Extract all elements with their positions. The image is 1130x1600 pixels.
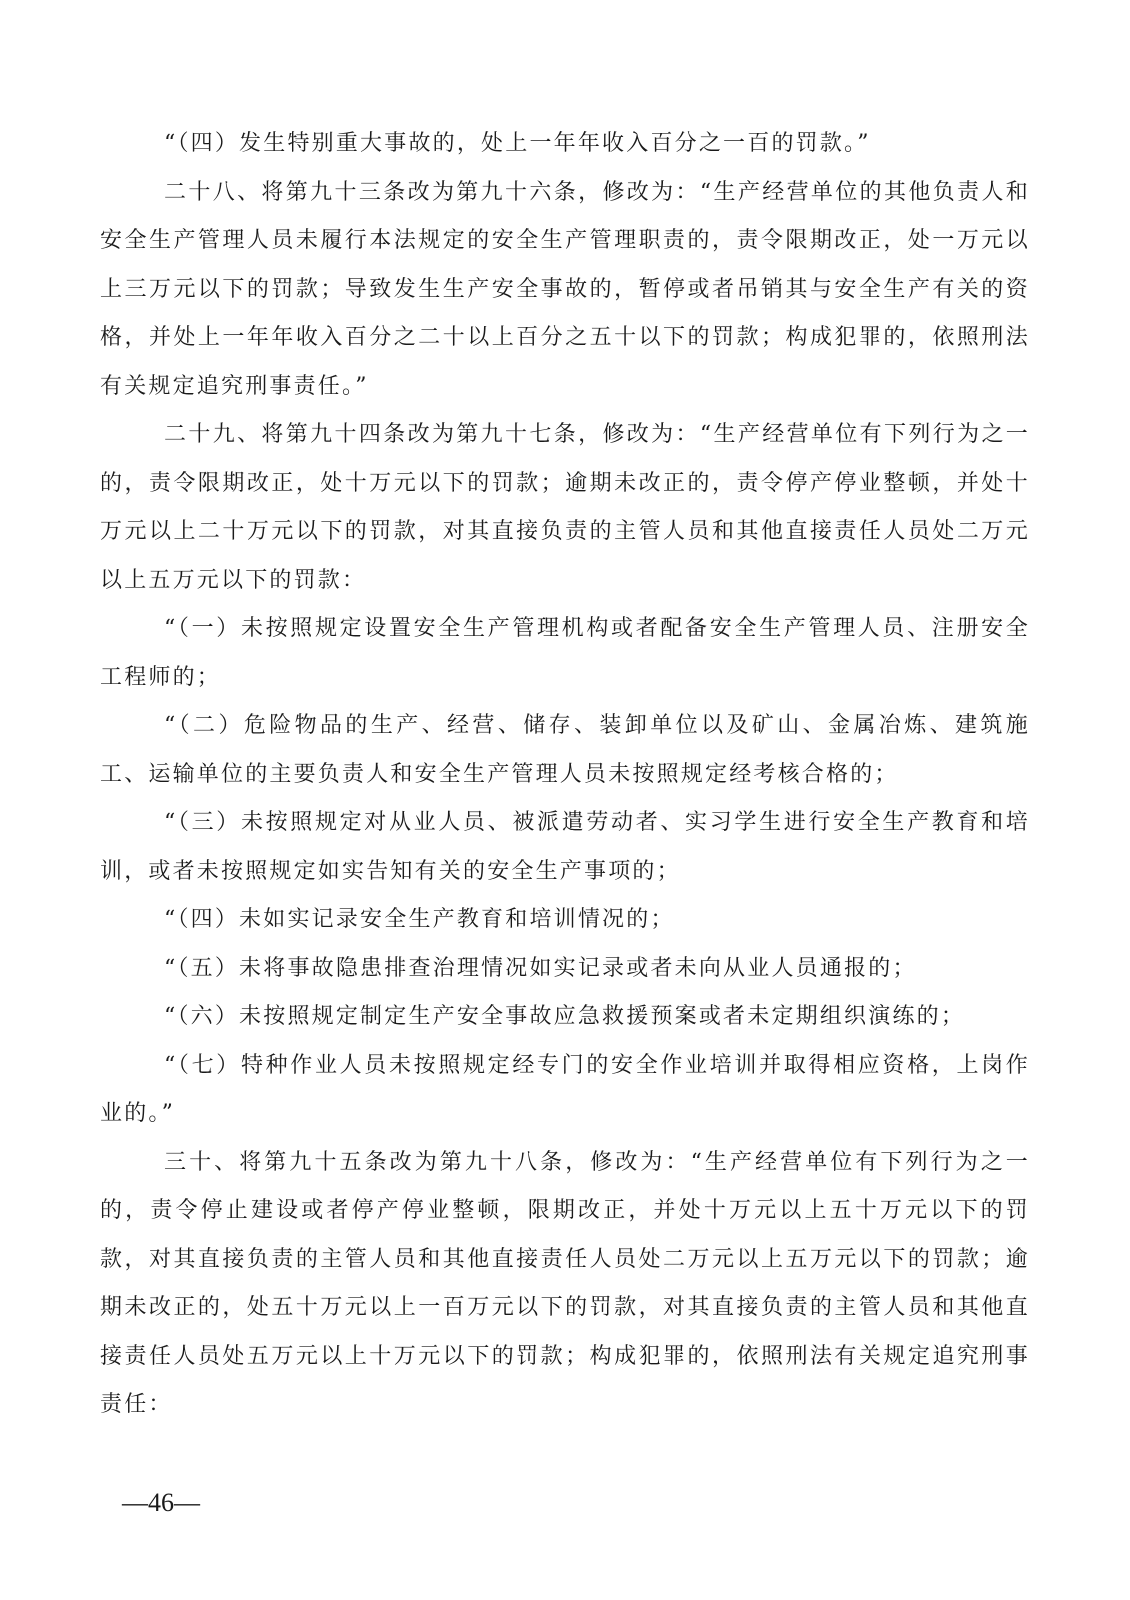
paragraph-article-29-item-1: “（一）未按照规定设置安全生产管理机构或者配备安全生产管理人员、注册安全工程师的； (100, 616, 1030, 690)
paragraph-article-29-item-7: “（七）特种作业人员未按照规定经专门的安全作业培训并取得相应资格，上岗作业的。” (100, 1052, 1030, 1126)
paragraph-article-29-item-5: “（五）未将事故隐患排查治理情况如实记录或者未向从业人员通报的； (164, 955, 917, 981)
paragraph-article-28: 二十八、将第九十三条改为第九十六条，修改为：“生产经营单位的其他负责人和安全生产管理人员未履行本法规定的安全生产管理职责的，责令限期改正，处一万元以上三万元以下的罚款；导致发生生产安全事故的，暂停或者吊销其与安全生产有关的资格，并处上一年年收入百分之二十以上百分之五十以下的罚款；构成犯罪的，依照刑法有关规定追究刑事责任。” (100, 179, 1030, 399)
paragraph-article-29-item-2: “（二）危险物品的生产、经营、储存、装卸单位以及矿山、金属冶炼、建筑施工、运输单位的主要负责人和安全生产管理人员未按照规定经考核合格的； (100, 713, 1030, 787)
paragraph-article-29-item-3: “（三）未按照规定对从业人员、被派遣劳动者、实习学生进行安全生产教育和培训，或者未按照规定如实告知有关的安全生产事项的； (100, 810, 1030, 884)
paragraph-article-30: 三十、将第九十五条改为第九十八条，修改为：“生产经营单位有下列行为之一的，责令停止建设或者停产停业整顿，限期改正，并处十万元以上五十万元以下的罚款，对其直接负责的主管人员和其他直接责任人员处二万元以上五万元以下的罚款；逾期未改正的，处五十万元以上一百万元以下的罚款，对其直接负责的主管人员和其他直接责任人员处五万元以上十万元以下的罚款；构成犯罪的，依照刑法有关规定追究刑事责任： (100, 1149, 1030, 1417)
paragraph-item-4-penalty: “（四）发生特别重大事故的，处上一年年收入百分之一百的罚款。” (164, 131, 871, 156)
paragraph-article-29: 二十九、将第九十四条改为第九十七条，修改为：“生产经营单位有下列行为之一的，责令限期改正，处十万元以下的罚款；逾期未改正的，责令停产停业整顿，并处十万元以上二十万元以下的罚款，对其直接负责的主管人员和其他直接责任人员处二万元以上五万元以下的罚款： (100, 422, 1030, 593)
paragraph-article-29-item-4: “（四）未如实记录安全生产教育和培训情况的； (164, 907, 675, 932)
document-body (100, 120, 1030, 1430)
page-number: —46— (122, 1488, 200, 1517)
paragraph-article-29-item-6: “（六）未按照规定制定生产安全事故应急救援预案或者未定期组织演练的； (164, 1004, 966, 1029)
